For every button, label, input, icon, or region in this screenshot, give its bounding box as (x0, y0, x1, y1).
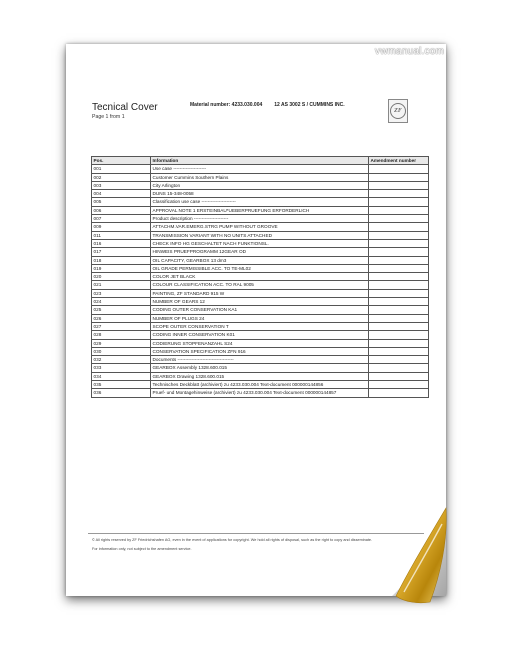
row-information: Customer Cummins Southern Plains (151, 173, 369, 181)
table-row (92, 306, 429, 314)
row-pos: 032 (92, 356, 151, 364)
row-information: PAINTING, ZF STANDARD 915 W (151, 289, 369, 297)
row-pos: 023 (92, 289, 151, 297)
row-information: OIL GRADE PERMISSIBLE ACC. TO TE-ML02 (151, 264, 369, 272)
row-information: Technisches Deckblatt (archiviert) zu 4233.030.004 Text-document 000000144856 (151, 381, 369, 389)
material-number-line (190, 102, 345, 108)
row-amendment (369, 372, 429, 380)
row-information: Product description ---------------------- (151, 215, 369, 223)
row-information: CONSERVATION SPECIFICATION ZFN 916 (151, 347, 369, 355)
row-information: DUNS 15-348-0058 (151, 190, 369, 198)
footer (92, 536, 422, 554)
material-number: Material number: 4233.030.004 (190, 102, 263, 108)
row-pos: 030 (92, 347, 151, 355)
table-row (92, 322, 429, 330)
table-row (92, 372, 429, 380)
row-information: Use case --------------------- (151, 165, 369, 173)
row-amendment (369, 339, 429, 347)
table-row (92, 289, 429, 297)
table-header-row (92, 157, 429, 165)
table-row (92, 165, 429, 173)
table-row (92, 198, 429, 206)
row-information: SCOPE OUTER CONSERVATION T (151, 322, 369, 330)
row-information: CHECK INFO HG GESCHALTET NACH FUNKTIONSL. (151, 239, 369, 247)
row-information: NUMBER OF GEARS 12 (151, 298, 369, 306)
page-info: Page 1 from 1 (92, 114, 125, 120)
row-pos: 019 (92, 264, 151, 272)
row-pos: 016 (92, 239, 151, 247)
table-body (92, 165, 429, 397)
row-amendment (369, 223, 429, 231)
zf-logo (388, 99, 408, 123)
row-amendment (369, 306, 429, 314)
row-amendment (369, 264, 429, 272)
row-pos: 035 (92, 381, 151, 389)
row-information: HINWEIS PRUEFPROGRAMM 12GEAR OD (151, 248, 369, 256)
model-name: 12 AS 3002 S / CUMMINS INC. (274, 102, 345, 108)
row-amendment (369, 331, 429, 339)
table-row (92, 298, 429, 306)
row-information: GEARBOX Drawing 1328.600.015 (151, 372, 369, 380)
footer-divider (88, 533, 424, 534)
row-amendment (369, 206, 429, 214)
table-row (92, 239, 429, 247)
row-information: OIL CAPACITY, GEARBOX 13 dm3 (151, 256, 369, 264)
column-header-pos: Pos. (92, 157, 151, 165)
row-pos: 026 (92, 314, 151, 322)
row-amendment (369, 190, 429, 198)
row-pos: 003 (92, 181, 151, 189)
table-row (92, 190, 429, 198)
row-pos: 005 (92, 198, 151, 206)
row-amendment (369, 248, 429, 256)
table-row (92, 231, 429, 239)
table-row (92, 364, 429, 372)
row-information: APPROVAL NOTE 1 ERSTEINBAU*UEBERPRUEFUNG ERFORDERLICH (151, 206, 369, 214)
row-pos: 029 (92, 339, 151, 347)
row-pos: 001 (92, 165, 151, 173)
row-amendment (369, 356, 429, 364)
row-amendment (369, 389, 429, 397)
document-title: Tecnical Cover (92, 102, 158, 113)
table-row (92, 381, 429, 389)
row-pos: 025 (92, 306, 151, 314)
row-amendment (369, 364, 429, 372)
row-amendment (369, 314, 429, 322)
table-row (92, 281, 429, 289)
table-row (92, 206, 429, 214)
row-amendment (369, 256, 429, 264)
table-row (92, 215, 429, 223)
copyright-notice: © All rights reserved by ZF Friedrichshafen AG, even in the event of applications for copyright. We hold all rights of disposal, such as the right to copy and disseminate. (92, 538, 373, 542)
row-information: Pruef- und Montagehinweise (archiviert) zu 4233.030.004 Text-document 000000144857 (151, 389, 369, 397)
zf-logo-mark: ZF (390, 103, 406, 119)
row-pos: 009 (92, 223, 151, 231)
table-row (92, 223, 429, 231)
row-information: COLOUR CLASSIFICATION ACC. TO RAL 9005 (151, 281, 369, 289)
row-amendment (369, 381, 429, 389)
document-page (66, 44, 446, 596)
row-pos: 021 (92, 281, 151, 289)
table-row (92, 389, 429, 397)
row-information: GEARBOX Assembly 1328.600.015 (151, 364, 369, 372)
column-header-amendment: Amendment number (369, 157, 429, 165)
row-information: CODIERUNG STOPFENANZAHL S24 (151, 339, 369, 347)
row-information: City Arlington (151, 181, 369, 189)
table-row (92, 173, 429, 181)
row-information: ATTACHM.VAR.EMERG.STRG PUMP WITHOUT GROOVE (151, 223, 369, 231)
row-amendment (369, 181, 429, 189)
table-row (92, 264, 429, 272)
table-row (92, 347, 429, 355)
row-amendment (369, 173, 429, 181)
information-note: For information only, not subject to the amendment service. (92, 547, 192, 551)
row-information: NUMBER OF PLUGS 24 (151, 314, 369, 322)
row-pos: 024 (92, 298, 151, 306)
row-amendment (369, 165, 429, 173)
row-amendment (369, 239, 429, 247)
information-table (91, 156, 429, 398)
row-information: COLOR JET BLACK (151, 273, 369, 281)
table-row (92, 256, 429, 264)
row-amendment (369, 273, 429, 281)
row-pos: 034 (92, 372, 151, 380)
row-information: Documents ------------------------------------ (151, 356, 369, 364)
row-information: Classification use case ---------------------- (151, 198, 369, 206)
row-pos: 036 (92, 389, 151, 397)
row-pos: 028 (92, 331, 151, 339)
column-header-information: Information (151, 157, 369, 165)
table-row (92, 248, 429, 256)
row-information: CODING OUTER CONSERVATION KA1 (151, 306, 369, 314)
row-amendment (369, 231, 429, 239)
row-pos: 007 (92, 215, 151, 223)
row-pos: 020 (92, 273, 151, 281)
row-pos: 027 (92, 322, 151, 330)
watermark-text: vwmanual.com (374, 46, 444, 57)
row-amendment (369, 322, 429, 330)
row-amendment (369, 215, 429, 223)
row-pos: 006 (92, 206, 151, 214)
row-pos: 033 (92, 364, 151, 372)
table-row (92, 356, 429, 364)
table-row (92, 314, 429, 322)
row-pos: 017 (92, 248, 151, 256)
row-amendment (369, 289, 429, 297)
row-amendment (369, 298, 429, 306)
row-information: TRANSMISSION VARIANT WITH NO UNITS ATTACHED (151, 231, 369, 239)
row-pos: 011 (92, 231, 151, 239)
row-amendment (369, 347, 429, 355)
table-row (92, 273, 429, 281)
table-row (92, 339, 429, 347)
row-information: CODING INNER CONSERVATION K01 (151, 331, 369, 339)
row-pos: 002 (92, 173, 151, 181)
row-amendment (369, 281, 429, 289)
row-amendment (369, 198, 429, 206)
table-row (92, 331, 429, 339)
row-pos: 004 (92, 190, 151, 198)
table-row (92, 181, 429, 189)
row-pos: 018 (92, 256, 151, 264)
